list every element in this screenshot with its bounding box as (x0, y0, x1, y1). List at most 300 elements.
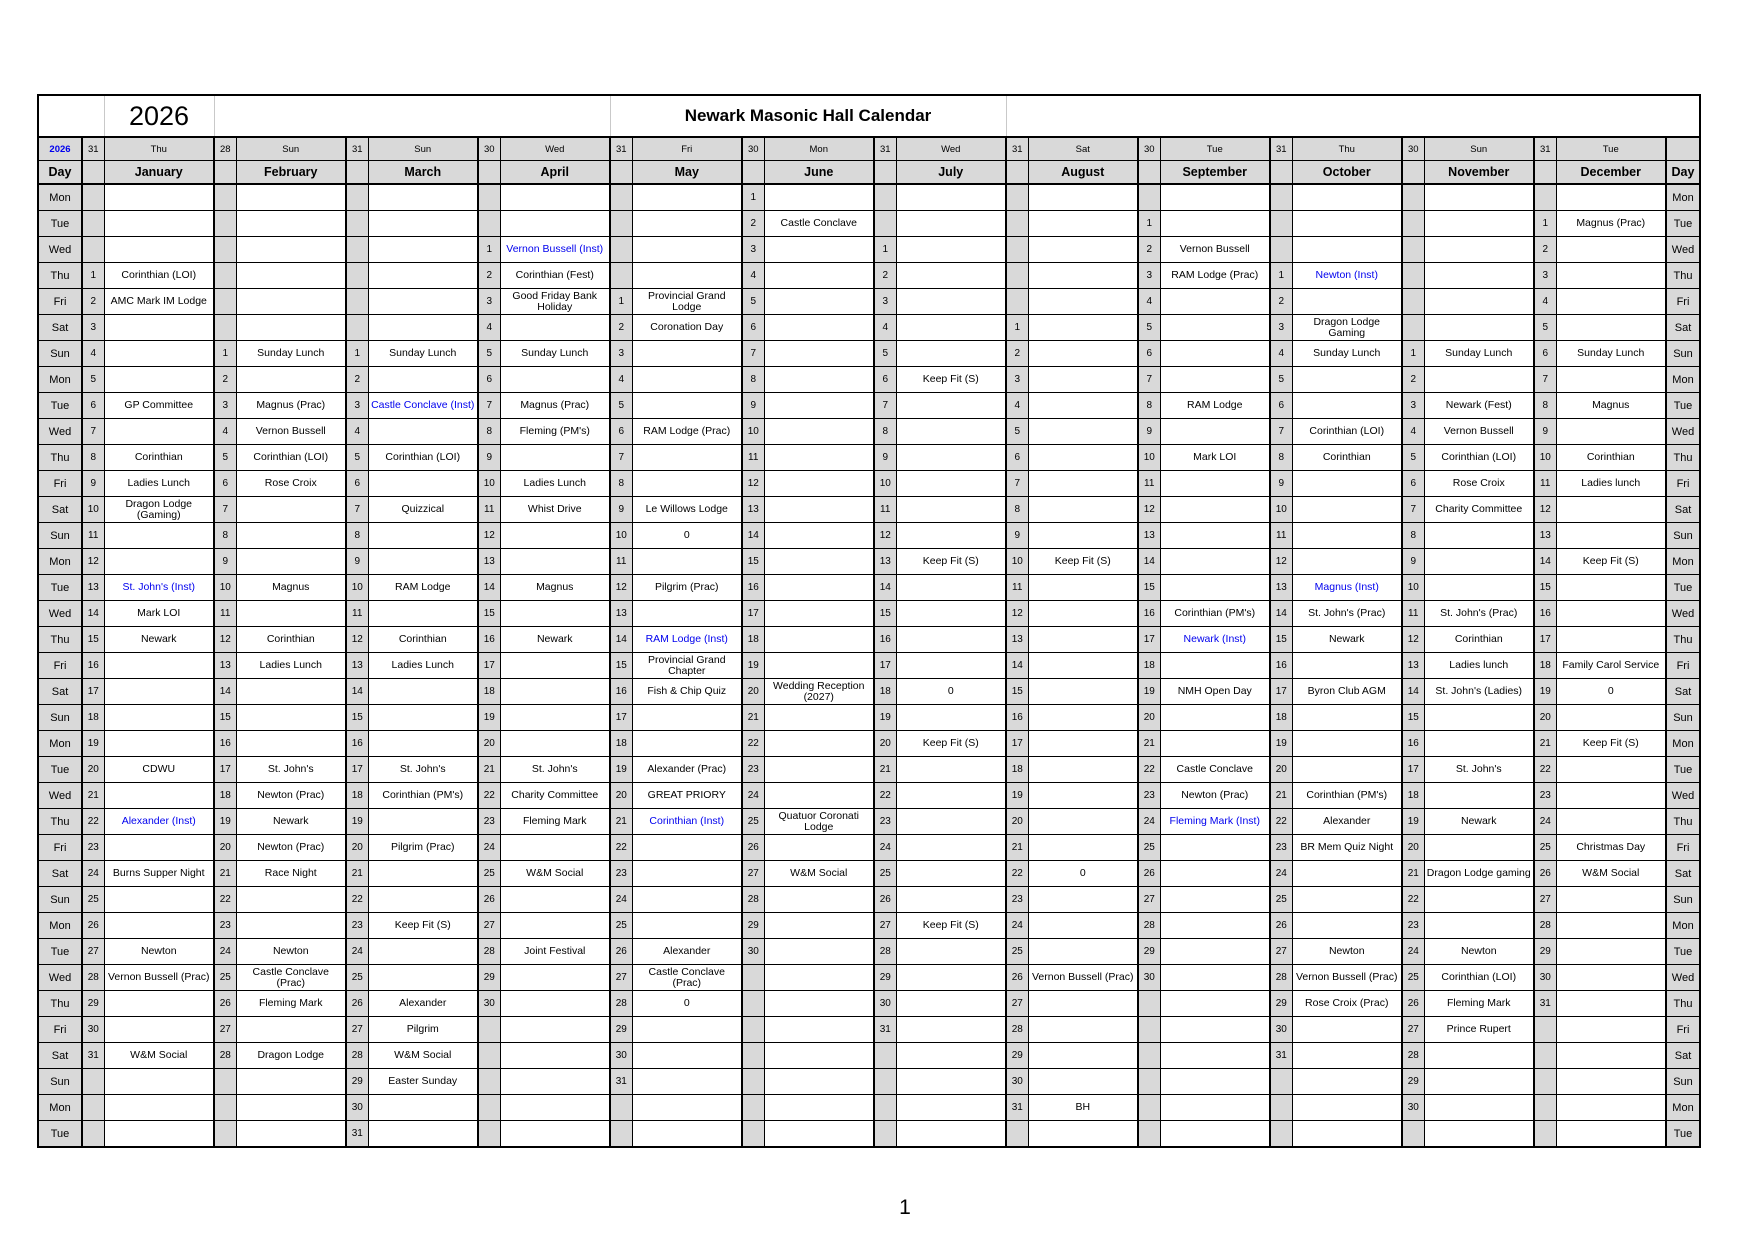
date-number-cell[interactable]: 13 (82, 575, 104, 601)
event-cell[interactable]: Fleming Mark (236, 991, 346, 1017)
event-cell[interactable]: Magnus (Inst) (1292, 575, 1402, 601)
event-cell[interactable] (1160, 575, 1270, 601)
event-cell[interactable] (896, 393, 1006, 419)
date-number-cell[interactable]: 18 (1006, 757, 1028, 783)
event-cell[interactable] (764, 263, 874, 289)
event-cell[interactable] (500, 991, 610, 1017)
date-number-cell[interactable]: 21 (214, 861, 236, 887)
event-cell[interactable] (1292, 1069, 1402, 1095)
event-cell[interactable] (104, 1017, 214, 1043)
event-cell[interactable] (764, 939, 874, 965)
event-cell[interactable] (1028, 263, 1138, 289)
event-cell[interactable]: Sunday Lunch (236, 341, 346, 367)
date-number-cell[interactable]: 7 (478, 393, 500, 419)
date-number-cell[interactable]: 20 (874, 731, 896, 757)
event-cell[interactable] (764, 1017, 874, 1043)
date-number-cell[interactable]: 15 (1138, 575, 1160, 601)
event-cell[interactable] (764, 184, 874, 211)
event-cell[interactable] (236, 1069, 346, 1095)
date-number-cell[interactable]: 30 (346, 1095, 368, 1121)
event-cell[interactable]: St. John's (Prac) (1424, 601, 1534, 627)
event-cell[interactable] (1556, 913, 1666, 939)
date-number-cell[interactable]: 10 (610, 523, 632, 549)
date-number-cell[interactable]: 3 (742, 237, 764, 263)
date-number-cell[interactable]: 9 (478, 445, 500, 471)
event-cell[interactable]: W&M Social (764, 861, 874, 887)
date-number-cell[interactable]: 27 (610, 965, 632, 991)
date-number-cell[interactable]: 13 (346, 653, 368, 679)
event-cell[interactable]: Sunday Lunch (368, 341, 478, 367)
date-number-cell[interactable]: 5 (1270, 367, 1292, 393)
date-number-cell[interactable]: 23 (1402, 913, 1424, 939)
event-cell[interactable] (500, 887, 610, 913)
event-cell[interactable] (896, 991, 1006, 1017)
date-number-cell[interactable]: 12 (1270, 549, 1292, 575)
event-cell[interactable]: Rose Croix (1424, 471, 1534, 497)
event-cell[interactable]: Corinthian (1556, 445, 1666, 471)
event-cell[interactable] (500, 184, 610, 211)
date-number-cell[interactable]: 13 (1138, 523, 1160, 549)
event-cell[interactable]: Vernon Bussell (Prac) (104, 965, 214, 991)
event-cell[interactable] (1028, 913, 1138, 939)
date-number-cell[interactable]: 1 (346, 341, 368, 367)
date-number-cell[interactable]: 30 (874, 991, 896, 1017)
event-cell[interactable]: Corinthian (Fest) (500, 263, 610, 289)
date-number-cell[interactable]: 9 (1138, 419, 1160, 445)
event-cell[interactable] (632, 601, 742, 627)
event-cell[interactable] (764, 887, 874, 913)
date-number-cell[interactable]: 8 (214, 523, 236, 549)
date-number-cell[interactable]: 4 (346, 419, 368, 445)
event-cell[interactable] (104, 783, 214, 809)
event-cell[interactable] (764, 913, 874, 939)
event-cell[interactable]: Wedding Reception (2027) (764, 679, 874, 705)
event-cell[interactable] (1028, 393, 1138, 419)
event-cell[interactable]: 0 (1556, 679, 1666, 705)
event-cell[interactable] (368, 237, 478, 263)
date-number-cell[interactable]: 15 (478, 601, 500, 627)
event-cell[interactable] (1424, 263, 1534, 289)
date-number-cell[interactable]: 30 (1006, 1069, 1028, 1095)
event-cell[interactable] (1292, 367, 1402, 393)
date-number-cell[interactable]: 19 (1138, 679, 1160, 705)
date-number-cell[interactable]: 16 (1402, 731, 1424, 757)
event-cell[interactable] (1424, 367, 1534, 393)
date-number-cell[interactable]: 14 (874, 575, 896, 601)
date-number-cell[interactable]: 28 (1534, 913, 1556, 939)
event-cell[interactable] (896, 445, 1006, 471)
date-number-cell[interactable]: 17 (214, 757, 236, 783)
date-number-cell[interactable]: 14 (1402, 679, 1424, 705)
date-number-cell[interactable]: 6 (214, 471, 236, 497)
event-cell[interactable]: CDWU (104, 757, 214, 783)
date-number-cell[interactable]: 16 (610, 679, 632, 705)
event-cell[interactable] (1556, 757, 1666, 783)
date-number-cell[interactable]: 31 (82, 1043, 104, 1069)
event-cell[interactable] (1028, 184, 1138, 211)
date-number-cell[interactable]: 11 (1402, 601, 1424, 627)
event-cell[interactable] (368, 731, 478, 757)
date-number-cell[interactable] (874, 184, 896, 211)
date-number-cell[interactable] (82, 1121, 104, 1148)
date-number-cell[interactable]: 13 (610, 601, 632, 627)
date-number-cell[interactable]: 11 (478, 497, 500, 523)
date-number-cell[interactable]: 9 (874, 445, 896, 471)
event-cell[interactable]: RAM Lodge (368, 575, 478, 601)
date-number-cell[interactable]: 28 (1402, 1043, 1424, 1069)
date-number-cell[interactable]: 1 (610, 289, 632, 315)
date-number-cell[interactable]: 23 (1270, 835, 1292, 861)
date-number-cell[interactable]: 30 (478, 991, 500, 1017)
date-number-cell[interactable]: 9 (1534, 419, 1556, 445)
event-cell[interactable]: Castle Conclave (Prac) (236, 965, 346, 991)
date-number-cell[interactable]: 4 (1534, 289, 1556, 315)
event-cell[interactable]: NMH Open Day (1160, 679, 1270, 705)
date-number-cell[interactable]: 21 (742, 705, 764, 731)
date-number-cell[interactable]: 30 (742, 939, 764, 965)
event-cell[interactable] (236, 679, 346, 705)
date-number-cell[interactable]: 19 (1534, 679, 1556, 705)
date-number-cell[interactable]: 22 (742, 731, 764, 757)
event-cell[interactable] (1292, 887, 1402, 913)
date-number-cell[interactable]: 17 (346, 757, 368, 783)
event-cell[interactable] (1160, 471, 1270, 497)
event-cell[interactable] (896, 575, 1006, 601)
date-number-cell[interactable]: 12 (610, 575, 632, 601)
event-cell[interactable] (632, 549, 742, 575)
event-cell[interactable] (764, 783, 874, 809)
date-number-cell[interactable]: 6 (1534, 341, 1556, 367)
event-cell[interactable] (896, 653, 1006, 679)
date-number-cell[interactable]: 5 (610, 393, 632, 419)
event-cell[interactable] (368, 1095, 478, 1121)
event-cell[interactable]: 0 (632, 991, 742, 1017)
date-number-cell[interactable]: 3 (1534, 263, 1556, 289)
date-number-cell[interactable]: 6 (1270, 393, 1292, 419)
date-number-cell[interactable]: 26 (1006, 965, 1028, 991)
event-cell[interactable] (896, 835, 1006, 861)
event-cell[interactable] (1028, 1121, 1138, 1148)
event-cell[interactable] (896, 263, 1006, 289)
date-number-cell[interactable]: 29 (1138, 939, 1160, 965)
date-number-cell[interactable]: 24 (742, 783, 764, 809)
event-cell[interactable]: Whist Drive (500, 497, 610, 523)
event-cell[interactable] (1556, 1095, 1666, 1121)
event-cell[interactable] (368, 1121, 478, 1148)
event-cell[interactable]: BH (1028, 1095, 1138, 1121)
event-cell[interactable] (896, 289, 1006, 315)
event-cell[interactable] (896, 471, 1006, 497)
event-cell[interactable] (500, 1121, 610, 1148)
date-number-cell[interactable] (478, 1069, 500, 1095)
event-cell[interactable] (1292, 653, 1402, 679)
date-number-cell[interactable] (346, 211, 368, 237)
event-cell[interactable] (500, 601, 610, 627)
event-cell[interactable] (500, 731, 610, 757)
date-number-cell[interactable]: 8 (742, 367, 764, 393)
event-cell[interactable] (764, 315, 874, 341)
date-number-cell[interactable] (742, 1043, 764, 1069)
event-cell[interactable] (1292, 861, 1402, 887)
event-cell[interactable] (764, 523, 874, 549)
date-number-cell[interactable] (214, 1121, 236, 1148)
event-cell[interactable] (500, 835, 610, 861)
date-number-cell[interactable]: 3 (1138, 263, 1160, 289)
date-number-cell[interactable]: 22 (82, 809, 104, 835)
event-cell[interactable] (1028, 367, 1138, 393)
event-cell[interactable] (1160, 1069, 1270, 1095)
event-cell[interactable] (236, 263, 346, 289)
date-number-cell[interactable]: 26 (742, 835, 764, 861)
date-number-cell[interactable]: 3 (214, 393, 236, 419)
event-cell[interactable] (1292, 1017, 1402, 1043)
event-cell[interactable]: Corinthian (1292, 445, 1402, 471)
event-cell[interactable]: Family Carol Service (1556, 653, 1666, 679)
event-cell[interactable]: Fleming Mark (500, 809, 610, 835)
event-cell[interactable] (896, 523, 1006, 549)
event-cell[interactable] (236, 497, 346, 523)
date-number-cell[interactable]: 27 (478, 913, 500, 939)
event-cell[interactable]: Ladies lunch (1556, 471, 1666, 497)
event-cell[interactable]: Corinthian (104, 445, 214, 471)
date-number-cell[interactable]: 3 (1270, 315, 1292, 341)
date-number-cell[interactable]: 3 (346, 393, 368, 419)
date-number-cell[interactable]: 25 (1270, 887, 1292, 913)
event-cell[interactable] (368, 367, 478, 393)
event-cell[interactable] (368, 549, 478, 575)
date-number-cell[interactable]: 4 (1270, 341, 1292, 367)
date-number-cell[interactable]: 15 (1270, 627, 1292, 653)
event-cell[interactable] (1160, 523, 1270, 549)
event-cell[interactable]: W&M Social (1556, 861, 1666, 887)
event-cell[interactable] (236, 1121, 346, 1148)
event-cell[interactable] (632, 237, 742, 263)
date-number-cell[interactable]: 26 (478, 887, 500, 913)
event-cell[interactable] (632, 1121, 742, 1148)
date-number-cell[interactable]: 6 (82, 393, 104, 419)
date-number-cell[interactable]: 2 (742, 211, 764, 237)
date-number-cell[interactable] (874, 1121, 896, 1148)
date-number-cell[interactable]: 7 (874, 393, 896, 419)
date-number-cell[interactable]: 6 (1402, 471, 1424, 497)
event-cell[interactable] (1292, 237, 1402, 263)
event-cell[interactable] (1160, 367, 1270, 393)
event-cell[interactable] (1160, 497, 1270, 523)
date-number-cell[interactable]: 18 (1534, 653, 1556, 679)
event-cell[interactable]: 0 (896, 679, 1006, 705)
date-number-cell[interactable] (742, 1121, 764, 1148)
event-cell[interactable] (896, 1121, 1006, 1148)
date-number-cell[interactable]: 21 (346, 861, 368, 887)
event-cell[interactable] (500, 445, 610, 471)
event-cell[interactable] (764, 705, 874, 731)
date-number-cell[interactable]: 21 (1270, 783, 1292, 809)
event-cell[interactable]: Newton (Inst) (1292, 263, 1402, 289)
date-number-cell[interactable]: 20 (1270, 757, 1292, 783)
event-cell[interactable]: Magnus (1556, 393, 1666, 419)
event-cell[interactable] (896, 1069, 1006, 1095)
event-cell[interactable] (896, 627, 1006, 653)
event-cell[interactable]: Newark (500, 627, 610, 653)
date-number-cell[interactable] (1270, 237, 1292, 263)
date-number-cell[interactable] (1006, 289, 1028, 315)
date-number-cell[interactable]: 12 (214, 627, 236, 653)
event-cell[interactable]: Corinthian (PM's) (368, 783, 478, 809)
date-number-cell[interactable]: 22 (346, 887, 368, 913)
date-number-cell[interactable]: 16 (742, 575, 764, 601)
event-cell[interactable]: Vernon Bussell (Inst) (500, 237, 610, 263)
date-number-cell[interactable]: 5 (346, 445, 368, 471)
date-number-cell[interactable]: 16 (1138, 601, 1160, 627)
date-number-cell[interactable]: 1 (1270, 263, 1292, 289)
date-number-cell[interactable]: 26 (1270, 913, 1292, 939)
event-cell[interactable]: Corinthian (PM's) (1292, 783, 1402, 809)
event-cell[interactable] (236, 913, 346, 939)
event-cell[interactable] (500, 1069, 610, 1095)
date-number-cell[interactable]: 4 (214, 419, 236, 445)
date-number-cell[interactable]: 30 (1270, 1017, 1292, 1043)
event-cell[interactable]: Charity Committee (500, 783, 610, 809)
date-number-cell[interactable]: 7 (1270, 419, 1292, 445)
date-number-cell[interactable]: 22 (1534, 757, 1556, 783)
date-number-cell[interactable] (478, 211, 500, 237)
date-number-cell[interactable]: 20 (1006, 809, 1028, 835)
event-cell[interactable] (632, 1095, 742, 1121)
date-number-cell[interactable]: 31 (610, 1069, 632, 1095)
event-cell[interactable]: Keep Fit (S) (1028, 549, 1138, 575)
date-number-cell[interactable]: 3 (478, 289, 500, 315)
event-cell[interactable] (1556, 419, 1666, 445)
event-cell[interactable]: Fleming Mark (1424, 991, 1534, 1017)
date-number-cell[interactable]: 7 (82, 419, 104, 445)
date-number-cell[interactable]: 17 (1006, 731, 1028, 757)
event-cell[interactable]: Newton (236, 939, 346, 965)
date-number-cell[interactable] (1402, 1121, 1424, 1148)
date-number-cell[interactable]: 22 (478, 783, 500, 809)
event-cell[interactable] (500, 1095, 610, 1121)
event-cell[interactable]: Newton (Prac) (236, 835, 346, 861)
date-number-cell[interactable]: 26 (1402, 991, 1424, 1017)
date-number-cell[interactable]: 17 (1270, 679, 1292, 705)
event-cell[interactable]: Sunday Lunch (1556, 341, 1666, 367)
date-number-cell[interactable]: 25 (742, 809, 764, 835)
event-cell[interactable] (1028, 237, 1138, 263)
date-number-cell[interactable]: 9 (82, 471, 104, 497)
event-cell[interactable]: Magnus (500, 575, 610, 601)
date-number-cell[interactable]: 5 (874, 341, 896, 367)
event-cell[interactable]: Burns Supper Night (104, 861, 214, 887)
date-number-cell[interactable]: 25 (1534, 835, 1556, 861)
date-number-cell[interactable] (346, 184, 368, 211)
date-number-cell[interactable]: 11 (610, 549, 632, 575)
event-cell[interactable] (764, 393, 874, 419)
event-cell[interactable] (1424, 549, 1534, 575)
date-number-cell[interactable]: 2 (1270, 289, 1292, 315)
date-number-cell[interactable]: 7 (1534, 367, 1556, 393)
date-number-cell[interactable]: 14 (742, 523, 764, 549)
event-cell[interactable] (1160, 419, 1270, 445)
date-number-cell[interactable]: 19 (1270, 731, 1292, 757)
event-cell[interactable]: Vernon Bussell (1160, 237, 1270, 263)
event-cell[interactable] (632, 731, 742, 757)
event-cell[interactable] (764, 991, 874, 1017)
date-number-cell[interactable]: 15 (214, 705, 236, 731)
event-cell[interactable] (1028, 627, 1138, 653)
date-number-cell[interactable]: 21 (874, 757, 896, 783)
date-number-cell[interactable]: 16 (1006, 705, 1028, 731)
date-number-cell[interactable]: 14 (478, 575, 500, 601)
event-cell[interactable] (104, 549, 214, 575)
date-number-cell[interactable]: 22 (214, 887, 236, 913)
event-cell[interactable]: Alexander (Prac) (632, 757, 742, 783)
event-cell[interactable]: Keep Fit (S) (896, 367, 1006, 393)
event-cell[interactable]: Vernon Bussell (Prac) (1028, 965, 1138, 991)
date-number-cell[interactable]: 24 (1270, 861, 1292, 887)
date-number-cell[interactable] (1270, 211, 1292, 237)
date-number-cell[interactable]: 20 (346, 835, 368, 861)
event-cell[interactable] (1556, 1017, 1666, 1043)
event-cell[interactable] (1028, 679, 1138, 705)
date-number-cell[interactable]: 27 (214, 1017, 236, 1043)
date-number-cell[interactable]: 8 (478, 419, 500, 445)
event-cell[interactable] (632, 341, 742, 367)
event-cell[interactable] (1424, 1095, 1534, 1121)
event-cell[interactable]: GREAT PRIORY (632, 783, 742, 809)
event-cell[interactable] (1028, 887, 1138, 913)
event-cell[interactable] (1028, 1069, 1138, 1095)
date-number-cell[interactable]: 22 (1402, 887, 1424, 913)
date-number-cell[interactable] (1534, 1121, 1556, 1148)
event-cell[interactable] (1292, 1121, 1402, 1148)
date-number-cell[interactable]: 25 (346, 965, 368, 991)
event-cell[interactable] (1028, 731, 1138, 757)
date-number-cell[interactable]: 18 (214, 783, 236, 809)
date-number-cell[interactable]: 19 (1402, 809, 1424, 835)
date-number-cell[interactable] (346, 289, 368, 315)
date-number-cell[interactable]: 10 (742, 419, 764, 445)
date-number-cell[interactable]: 19 (82, 731, 104, 757)
date-number-cell[interactable] (1402, 184, 1424, 211)
date-number-cell[interactable]: 21 (1006, 835, 1028, 861)
event-cell[interactable] (236, 705, 346, 731)
date-number-cell[interactable]: 5 (1138, 315, 1160, 341)
event-cell[interactable] (1424, 575, 1534, 601)
event-cell[interactable] (236, 367, 346, 393)
event-cell[interactable] (1292, 913, 1402, 939)
event-cell[interactable] (1424, 1069, 1534, 1095)
event-cell[interactable] (104, 211, 214, 237)
event-cell[interactable] (1160, 1121, 1270, 1148)
date-number-cell[interactable]: 13 (742, 497, 764, 523)
date-number-cell[interactable]: 2 (874, 263, 896, 289)
event-cell[interactable] (500, 1043, 610, 1069)
date-number-cell[interactable]: 12 (1006, 601, 1028, 627)
date-number-cell[interactable]: 14 (82, 601, 104, 627)
date-number-cell[interactable]: 1 (1006, 315, 1028, 341)
date-number-cell[interactable] (214, 237, 236, 263)
date-number-cell[interactable]: 19 (742, 653, 764, 679)
date-number-cell[interactable]: 20 (742, 679, 764, 705)
date-number-cell[interactable]: 24 (1402, 939, 1424, 965)
event-cell[interactable] (500, 1017, 610, 1043)
date-number-cell[interactable] (1402, 211, 1424, 237)
date-number-cell[interactable]: 8 (1006, 497, 1028, 523)
date-number-cell[interactable]: 5 (478, 341, 500, 367)
event-cell[interactable]: Newark (1292, 627, 1402, 653)
date-number-cell[interactable]: 24 (1534, 809, 1556, 835)
event-cell[interactable]: St. John's (236, 757, 346, 783)
event-cell[interactable] (1292, 184, 1402, 211)
